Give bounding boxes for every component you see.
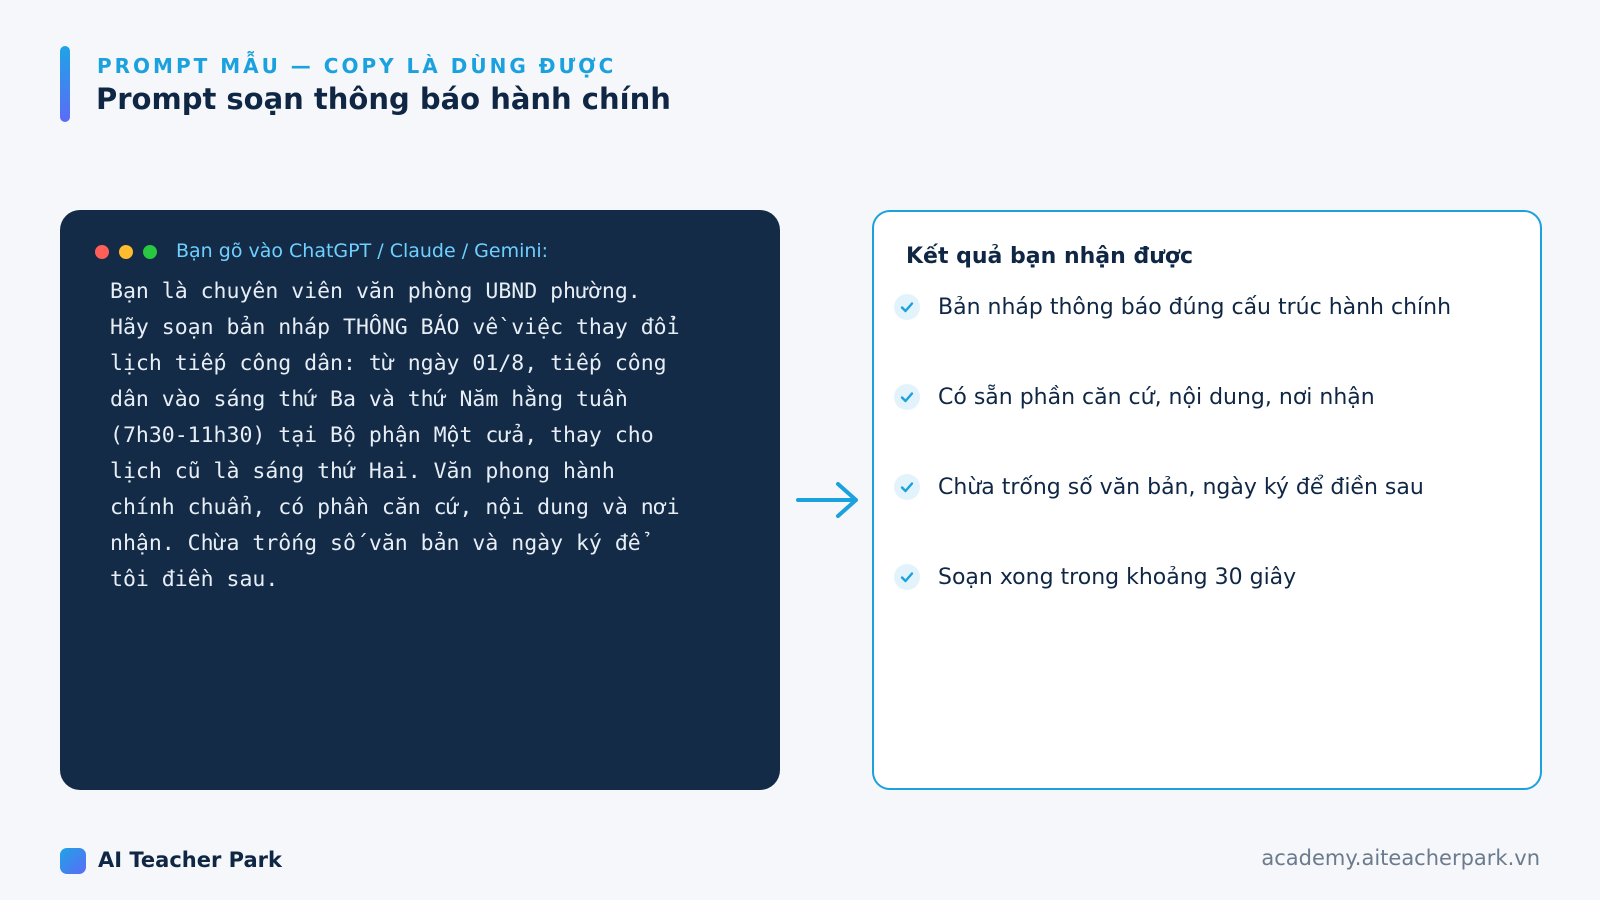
arrow-right-icon [796,480,860,520]
prompt-line: lịch tiếp công dân: từ ngày 01/8, tiếp công [110,351,667,376]
result-item-text: Có sẵn phần căn cứ, nội dung, nơi nhận [938,384,1375,410]
prompt-line: tôi điền sau. [110,567,279,592]
brand-logo-icon [60,848,86,874]
check-icon [894,294,920,320]
prompt-panel [60,210,780,790]
prompt-text[interactable] [110,274,770,598]
result-item-text: Chừa trống số văn bản, ngày ký để điền sau [938,474,1424,500]
window-dot-green-icon [143,245,157,259]
prompt-line: (7h30-11h30) tại Bộ phận Một cửa, thay cho [110,423,654,448]
prompt-line: dân vào sáng thứ Ba và thứ Năm hằng tuần [110,387,628,412]
result-item [894,384,1375,410]
check-icon [894,564,920,590]
prompt-caption: Bạn gõ vào ChatGPT / Claude / Gemini: [176,240,549,262]
prompt-line: lịch cũ là sáng thứ Hai. Văn phong hành [110,459,615,484]
prompt-line: Hãy soạn bản nháp THÔNG BÁO về việc thay đổi [110,315,680,340]
result-item [894,294,1451,320]
window-dot-red-icon [95,245,109,259]
prompt-line: chính chuẩn, có phần căn cứ, nội dung và nơi [110,495,680,520]
window-dot-yellow-icon [119,245,133,259]
result-item-text: Bản nháp thông báo đúng cấu trúc hành chính [938,294,1452,320]
result-title: Kết quả bạn nhận được [906,244,1194,269]
header-accent-bar [60,46,70,122]
prompt-line: nhận. Chừa trống số văn bản và ngày ký để [110,531,641,556]
page-title: Prompt soạn thông báo hành chính [96,82,671,116]
footer-url-link[interactable]: academy.aiteacherpark.vn [1261,846,1540,870]
result-item [894,474,1424,500]
brand-name: AI Teacher Park [98,848,282,872]
result-panel [872,210,1542,790]
result-item [894,564,1296,590]
result-item-text: Soạn xong trong khoảng 30 giây [938,564,1297,590]
prompt-line: Bạn là chuyên viên văn phòng UBND phường. [110,279,641,304]
header-eyebrow: PROMPT MẪU — COPY LÀ DÙNG ĐƯỢC [97,54,617,78]
check-icon [894,474,920,500]
window-controls [95,245,157,259]
check-icon [894,384,920,410]
